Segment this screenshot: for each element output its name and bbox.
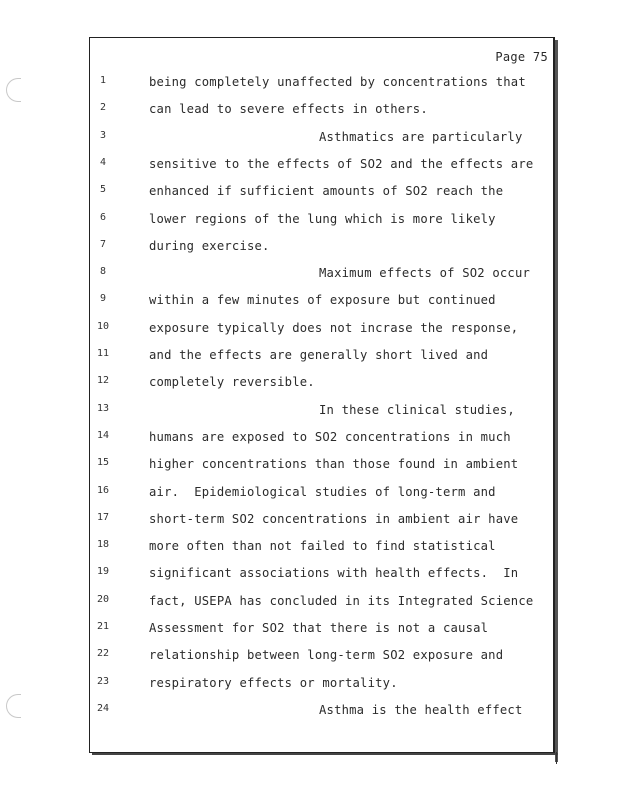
line-number: 22	[96, 648, 110, 660]
line-text: enhanced if sufficient amounts of SO2 reach the	[149, 184, 504, 199]
line-number: 3	[99, 129, 107, 141]
line-number: 1	[99, 75, 107, 86]
transcript-line	[0, 348, 618, 368]
line-text: air. Epidemiological studies of long-term and	[149, 484, 496, 499]
line-number: 14	[96, 429, 110, 441]
frame-edge-bottom	[92, 753, 558, 755]
line-number: 16	[96, 484, 110, 496]
line-text: lower regions of the lung which is more likely	[149, 211, 496, 226]
page-number: Page 75	[495, 50, 548, 64]
transcript-line	[0, 184, 618, 204]
line-number: 7	[99, 238, 107, 250]
transcript-line	[0, 102, 618, 122]
transcript-line	[0, 485, 618, 505]
transcript-line	[0, 375, 618, 395]
line-text: Asthmatics are particularly	[319, 129, 523, 144]
line-number: 11	[96, 348, 110, 359]
transcript-line	[0, 321, 618, 341]
transcript-line	[0, 212, 618, 232]
line-text: can lead to severe effects in others.	[149, 102, 428, 117]
frame-corner-tick	[556, 752, 557, 764]
transcript-line	[0, 266, 618, 286]
line-text: sensitive to the effects of SO2 and the effects are	[149, 156, 534, 171]
line-text: higher concentrations than those found in ambient	[149, 457, 519, 472]
transcript-line	[0, 457, 618, 477]
transcript-line	[0, 676, 618, 696]
transcript-line	[0, 566, 618, 586]
transcript-line	[0, 157, 618, 177]
line-text: during exercise.	[149, 238, 270, 253]
transcript-line	[0, 293, 618, 313]
line-text: more often than not failed to find statistical	[149, 539, 496, 554]
line-number: 5	[99, 184, 107, 196]
line-number: 4	[99, 156, 107, 168]
line-text: short-term SO2 concentrations in ambient air have	[149, 511, 519, 526]
line-number: 2	[99, 102, 107, 114]
line-text: Assessment for SO2 that there is not a causal	[149, 621, 489, 635]
line-number: 21	[96, 621, 110, 632]
line-text: exposure typically does not incrase the response,	[149, 320, 519, 335]
line-text: being completely unaffected by concentrations that	[149, 75, 526, 89]
transcript-line	[0, 703, 618, 723]
line-number: 12	[96, 375, 110, 387]
line-text: Asthma is the health effect	[319, 702, 523, 717]
line-number: 19	[96, 566, 110, 578]
line-text: Maximum effects of SO2 occur	[319, 266, 531, 281]
line-number: 8	[99, 266, 107, 278]
line-number: 13	[96, 402, 110, 414]
transcript-line	[0, 130, 618, 150]
line-text: humans are exposed to SO2 concentrations in much	[149, 429, 511, 444]
line-text: significant associations with health effects. In	[149, 566, 519, 581]
line-number: 6	[99, 211, 107, 223]
line-text: and the effects are generally short lived and	[149, 348, 489, 362]
transcript-line	[0, 430, 618, 450]
transcript-line	[0, 621, 618, 641]
transcript-line	[0, 648, 618, 668]
line-text: completely reversible.	[149, 375, 315, 390]
transcript-line	[0, 403, 618, 423]
line-number: 20	[96, 593, 110, 605]
transcript-line	[0, 239, 618, 259]
line-text: fact, USEPA has concluded in its Integrated Science	[149, 593, 534, 608]
transcript-line	[0, 594, 618, 614]
transcript-line	[0, 512, 618, 532]
line-text: relationship between long-term SO2 exposure and	[149, 648, 504, 663]
line-number: 17	[96, 511, 110, 523]
line-number: 9	[99, 293, 107, 305]
transcript-line	[0, 75, 618, 95]
line-number: 10	[96, 320, 110, 332]
line-text: respiratory effects or mortality.	[149, 675, 398, 690]
line-text: within a few minutes of exposure but continued	[149, 293, 496, 308]
transcript-line	[0, 539, 618, 559]
line-number: 15	[96, 457, 110, 469]
line-number: 18	[96, 539, 110, 551]
line-number: 24	[96, 702, 110, 714]
line-number: 23	[96, 675, 110, 687]
line-text: In these clinical studies,	[319, 402, 515, 417]
